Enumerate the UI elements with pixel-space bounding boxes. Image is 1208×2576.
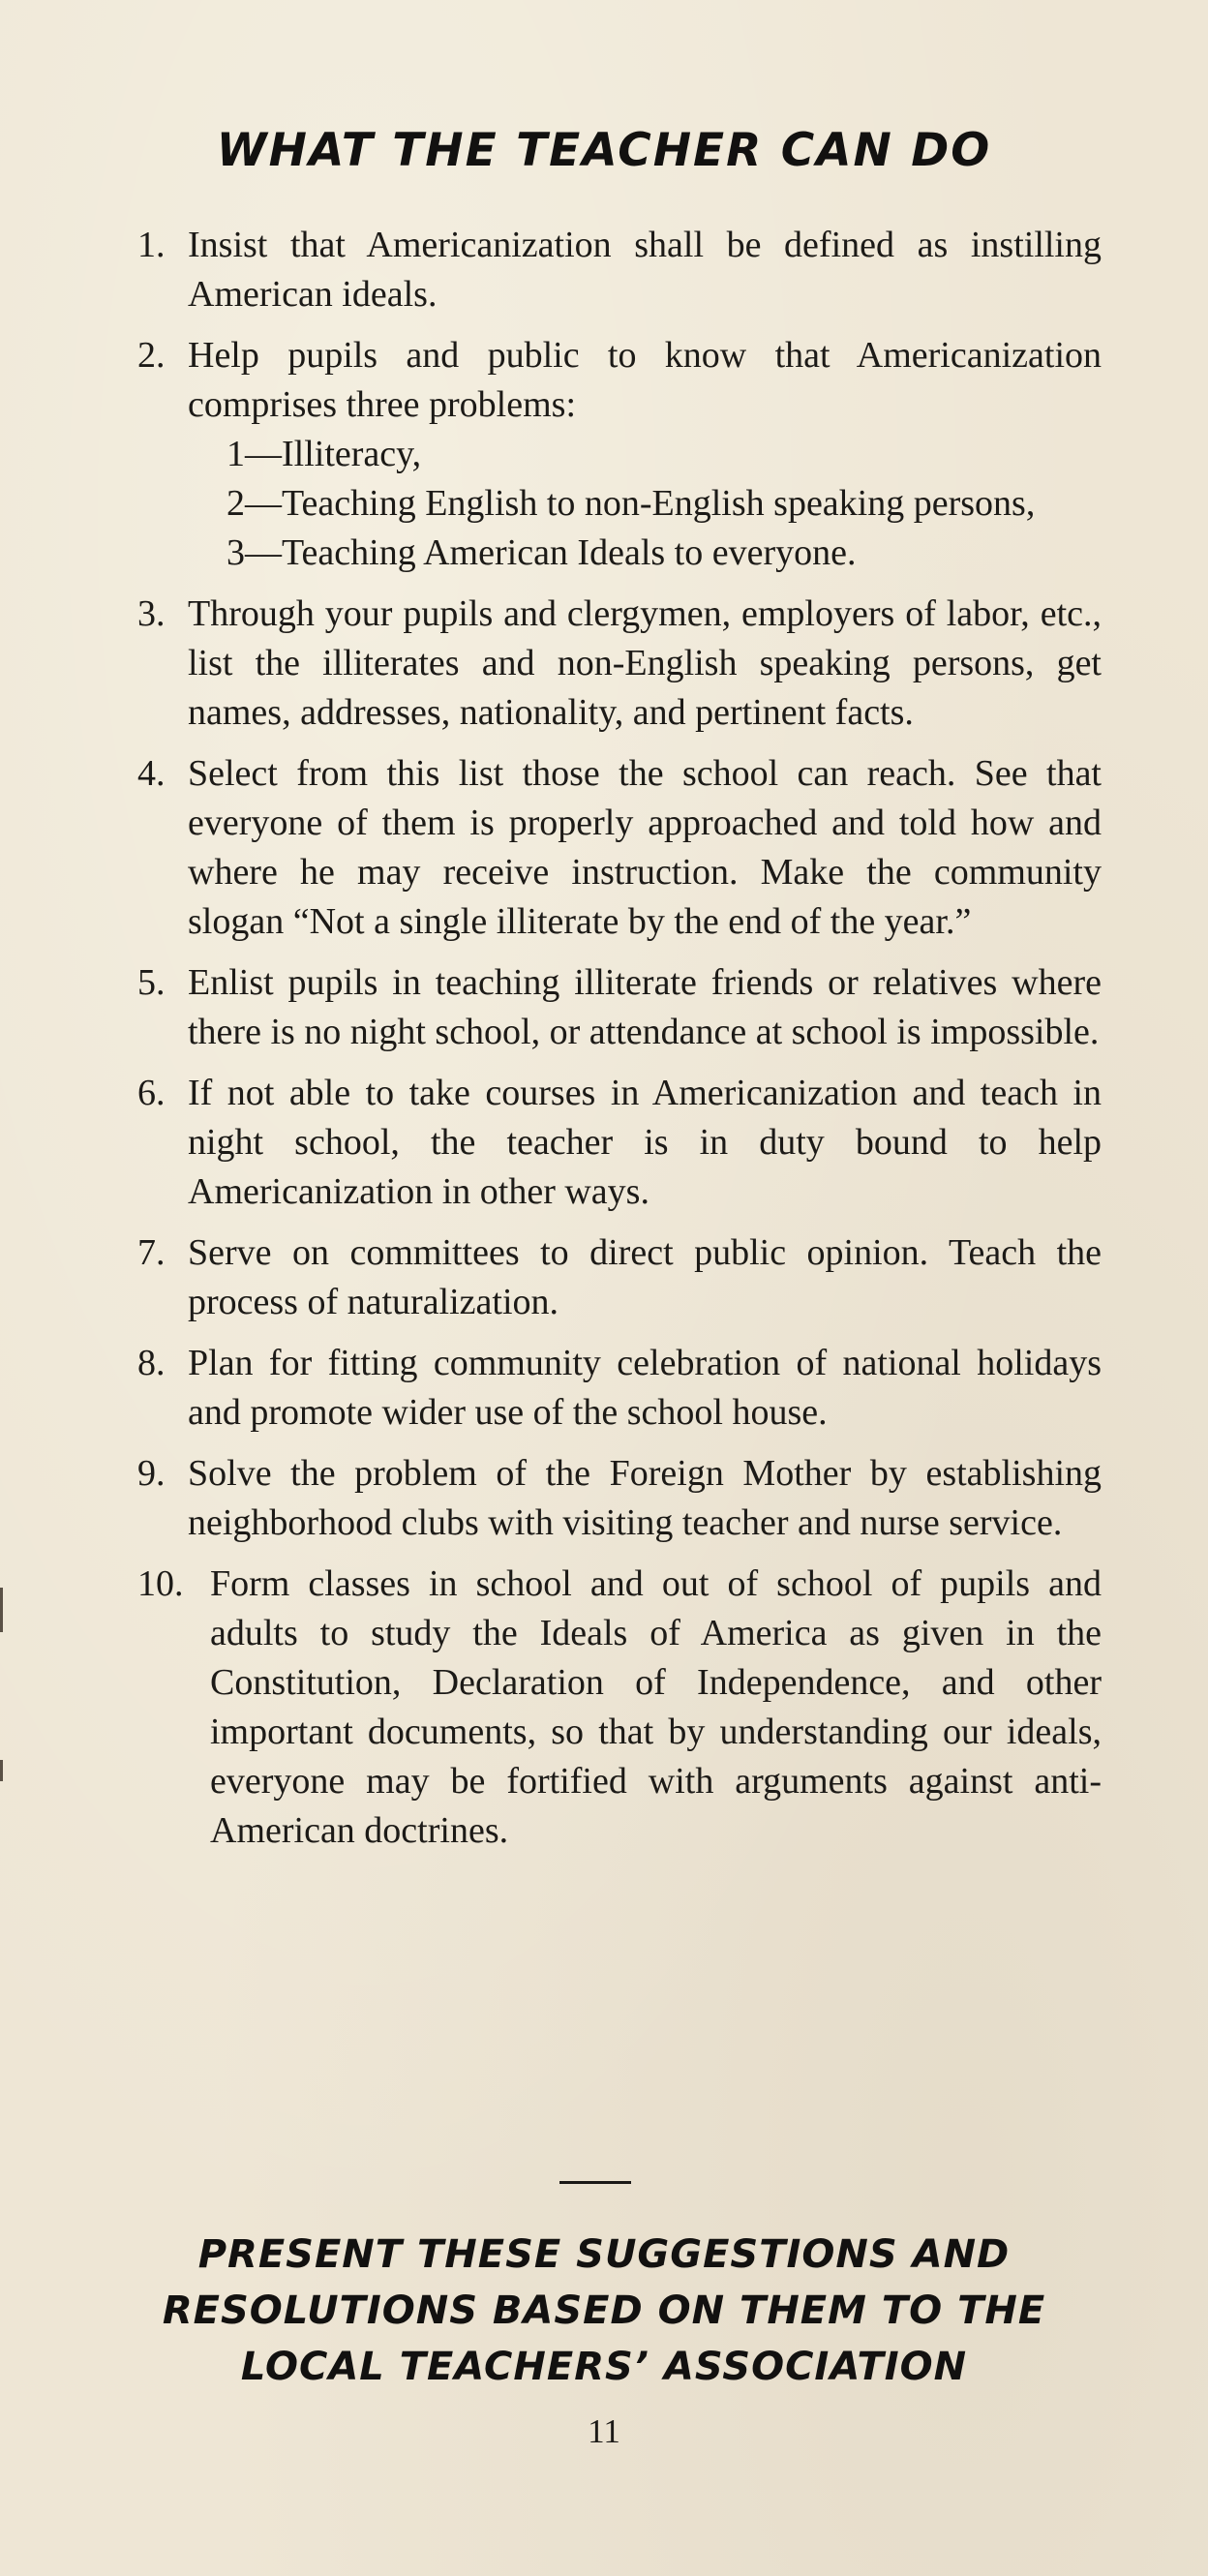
item-text: Select from this list those the school can reach. See that everyone of them is properly approached and told how and where he may receive instruction. Make the community slogan “Not a single illiterate by the end of the year.” xyxy=(188,753,1102,942)
list-item xyxy=(0,1449,1102,1548)
closing-line: RESOLUTIONS BASED ON THEM TO THE xyxy=(162,2288,1046,2333)
sub-item: 1—Illiteracy, xyxy=(226,434,422,474)
page-heading: WHAT THE TEACHER CAN DO xyxy=(216,124,992,177)
sub-item: 3—Teaching American Ideals to everyone. xyxy=(226,532,857,573)
item-number: 10. xyxy=(137,1563,184,1604)
list-item xyxy=(0,1228,1102,1327)
item-number: 9. xyxy=(137,1453,166,1494)
page-number: 11 xyxy=(588,2412,620,2450)
list-item xyxy=(0,958,1102,1057)
item-text: Through your pupils and clergymen, employers of labor, etc., list the illiterates and non-English speaking persons, get names, addresses, nationality, and pertinent facts. xyxy=(188,593,1102,733)
list-item xyxy=(0,221,1102,319)
item-text: Plan for fitting community celebration of national holidays and promote wider use of the school house. xyxy=(188,1343,1102,1433)
item-number: 8. xyxy=(137,1343,166,1383)
list-item xyxy=(0,749,1102,947)
sub-list xyxy=(188,430,1102,578)
list-item xyxy=(0,590,1102,738)
item-text: If not able to take courses in Americanization and teach in night school, the teacher is in duty bound to help Americanization in other ways. xyxy=(188,1073,1102,1212)
closing-line: PRESENT THESE SUGGESTIONS AND xyxy=(197,2232,1011,2277)
page-edge-mark xyxy=(0,1588,3,1632)
closing-line: LOCAL TEACHERS’ ASSOCIATION xyxy=(240,2345,968,2389)
item-text: Help pupils and public to know that Americanization comprises three problems: xyxy=(188,335,1102,425)
item-number: 5. xyxy=(137,962,166,1003)
sub-item: 2—Teaching English to non-English speaking persons, xyxy=(226,483,1036,524)
item-text: Insist that Americanization shall be defined as instilling American ideals. xyxy=(188,225,1102,315)
item-number: 1. xyxy=(137,225,166,265)
item-number: 2. xyxy=(137,335,166,376)
closing-statement xyxy=(0,2227,1208,2395)
item-number: 4. xyxy=(137,753,166,794)
item-text: Enlist pupils in teaching illiterate friends or relatives where there is no night school, or attendance at school is impossible. xyxy=(188,962,1102,1052)
suggestion-list xyxy=(0,221,1208,1867)
item-number: 3. xyxy=(137,593,166,634)
list-item xyxy=(0,1339,1102,1438)
item-number: 7. xyxy=(137,1232,166,1273)
list-item xyxy=(0,1560,1102,1856)
item-text: Solve the problem of the Foreign Mother by establishing neighborhood clubs with visiting teacher and nurse service. xyxy=(188,1453,1102,1543)
list-item xyxy=(0,331,1102,578)
item-number: 6. xyxy=(137,1073,166,1113)
divider-rule xyxy=(559,2181,631,2184)
list-item xyxy=(0,1069,1102,1217)
item-text: Form classes in school and out of school of pupils and adults to study the Ideals of America as given in the Constitution, Declaration of Independence, and other important documents, so that by understanding our ideals, everyone may be fortified with arguments against anti-American doctrines. xyxy=(210,1563,1102,1851)
item-text: Serve on committees to direct public opinion. Teach the process of naturalization. xyxy=(188,1232,1102,1322)
page-edge-mark xyxy=(0,1760,3,1781)
